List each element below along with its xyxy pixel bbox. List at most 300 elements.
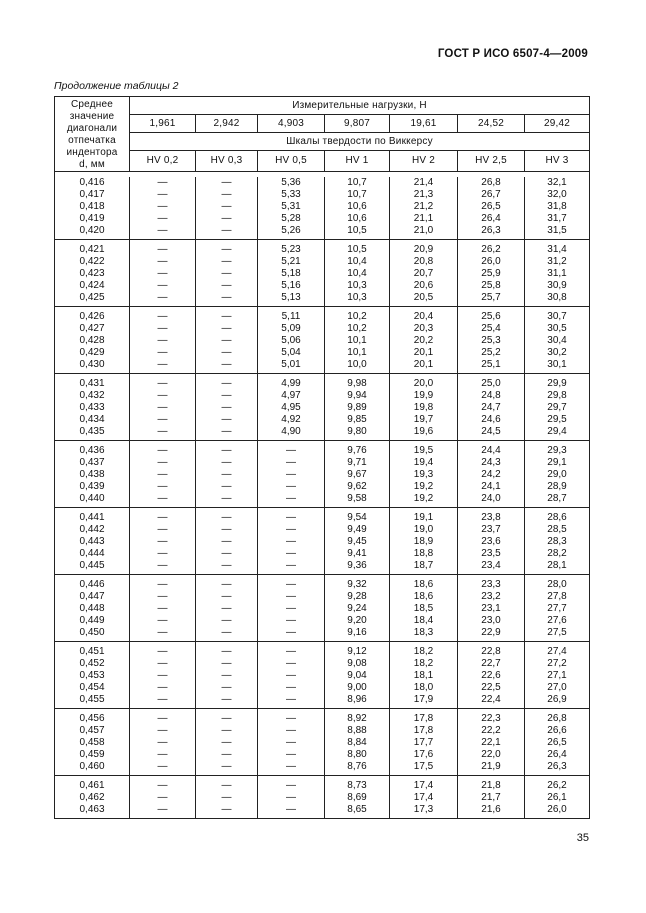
hardness-value-cell: 29,9: [525, 374, 590, 391]
table-row: [55, 481, 590, 493]
hardness-value-cell: —: [258, 737, 325, 749]
hardness-value-cell: 9,71: [325, 457, 390, 469]
hardness-value-cell: 20,0: [390, 374, 458, 391]
hardness-value-cell: —: [130, 694, 196, 709]
table-row: [55, 642, 590, 659]
diagonal-value-cell: 0,416: [79, 177, 105, 188]
diagonal-value-cell: 0,437: [79, 457, 105, 468]
hardness-value-cell: 8,76: [325, 761, 390, 776]
hardness-value-cell: —: [130, 347, 196, 359]
hardness-value-cell: —: [258, 792, 325, 804]
hardness-value-cell: 26,4: [525, 749, 590, 761]
hardness-value-cell: —: [196, 256, 258, 268]
hardness-value-cell: —: [196, 347, 258, 359]
diagonal-value-cell: 0,444: [79, 548, 105, 559]
hardness-value-cell: 26,5: [458, 201, 525, 213]
hardness-value-cell: 29,7: [525, 402, 590, 414]
hardness-value-cell: 29,8: [525, 390, 590, 402]
hardness-value-cell: 29,3: [525, 441, 590, 458]
hardness-value-cell: 5,28: [258, 213, 325, 225]
hardness-value-cell: 30,4: [525, 335, 590, 347]
hardness-value-cell: 27,5: [525, 627, 590, 642]
diagonal-value-cell: 0,450: [55, 627, 130, 642]
hardness-value-cell: 28,7: [525, 493, 590, 508]
hardness-value-cell: —: [196, 280, 258, 292]
hardness-value-cell: —: [196, 323, 258, 335]
table-row: [55, 575, 590, 592]
hardness-value-cell: 9,41: [325, 548, 390, 560]
diagonal-value-cell: 0,453: [79, 670, 105, 681]
hardness-value-cell: —: [196, 603, 258, 615]
hardness-value-cell: —: [130, 560, 196, 575]
hardness-value-cell: —: [130, 307, 196, 324]
hardness-value-cell: —: [196, 670, 258, 682]
table-row: [55, 694, 590, 709]
hardness-value-cell: 19,5: [390, 441, 458, 458]
diagonal-value-cell: 0,447: [79, 591, 105, 602]
hardness-value-cell: 26,0: [525, 804, 590, 819]
hardness-value-cell: 31,8: [525, 201, 590, 213]
hardness-value-cell: —: [130, 792, 196, 804]
hardness-value-cell: 9,16: [325, 627, 390, 642]
load-header-cell: 2,942: [196, 115, 258, 132]
hardness-value-cell: 18,5: [390, 603, 458, 615]
hardness-value-cell: 19,7: [390, 414, 458, 426]
hardness-value-cell: —: [196, 414, 258, 426]
hardness-value-cell: —: [196, 335, 258, 347]
hardness-value-cell: —: [196, 524, 258, 536]
hardness-value-cell: 24,5: [458, 426, 525, 441]
hardness-value-cell: 28,0: [525, 575, 590, 592]
hardness-value-cell: 19,2: [390, 481, 458, 493]
diagonal-value-cell: 0,458: [79, 737, 105, 748]
hardness-value-cell: 10,1: [325, 347, 390, 359]
hardness-value-cell: —: [130, 658, 196, 670]
hardness-value-cell: 24,3: [458, 457, 525, 469]
hardness-value-cell: 28,9: [525, 481, 590, 493]
hardness-value-cell: 17,5: [390, 761, 458, 776]
table-row: [55, 670, 590, 682]
hardness-value-cell: 26,2: [525, 776, 590, 793]
diagonal-value-cell: 0,461: [79, 780, 105, 791]
hardness-value-cell: 19,0: [390, 524, 458, 536]
hardness-value-cell: 30,5: [525, 323, 590, 335]
hardness-value-cell: 26,4: [458, 213, 525, 225]
hardness-value-cell: —: [130, 469, 196, 481]
hardness-value-cell: 9,20: [325, 615, 390, 627]
hardness-value-cell: 23,7: [458, 524, 525, 536]
diagonal-value-cell: 0,454: [79, 682, 105, 693]
hardness-value-cell: 9,36: [325, 560, 390, 575]
diagonal-value-cell: 0,431: [79, 378, 105, 389]
hardness-value-cell: 18,8: [390, 548, 458, 560]
hardness-value-cell: 20,6: [390, 280, 458, 292]
diagonal-value-cell: 0,436: [79, 445, 105, 456]
hardness-value-cell: 18,6: [390, 591, 458, 603]
hardness-value-cell: 10,3: [325, 292, 390, 307]
hardness-value-cell: —: [130, 603, 196, 615]
hardness-value-cell: —: [258, 441, 325, 458]
hardness-value-cell: 20,8: [390, 256, 458, 268]
hardness-value-cell: 5,33: [258, 189, 325, 201]
diagonal-value-cell: 0,441: [79, 512, 105, 523]
hardness-value-cell: 32,0: [525, 189, 590, 201]
hardness-value-cell: 20,2: [390, 335, 458, 347]
hardness-value-cell: —: [130, 402, 196, 414]
hardness-value-cell: 26,6: [525, 725, 590, 737]
hardness-value-cell: —: [196, 426, 258, 441]
hardness-value-cell: —: [130, 268, 196, 280]
hardness-value-cell: 4,95: [258, 402, 325, 414]
table-row: [55, 603, 590, 615]
diagonal-value-cell: 0,433: [79, 402, 105, 413]
hardness-value-cell: 25,2: [458, 347, 525, 359]
hardness-value-cell: —: [196, 177, 258, 189]
hardness-value-cell: 17,9: [390, 694, 458, 709]
hardness-value-cell: 22,2: [458, 725, 525, 737]
hardness-value-cell: 23,3: [458, 575, 525, 592]
hardness-value-cell: —: [196, 213, 258, 225]
table-row: [55, 508, 590, 525]
scale-header-cell: HV 1: [325, 151, 390, 172]
hardness-value-cell: 8,96: [325, 694, 390, 709]
hardness-value-cell: 8,80: [325, 749, 390, 761]
hardness-value-cell: —: [196, 682, 258, 694]
hardness-value-cell: —: [196, 642, 258, 659]
hardness-value-cell: 22,8: [458, 642, 525, 659]
hardness-value-cell: 9,54: [325, 508, 390, 525]
hardness-value-cell: 17,8: [390, 709, 458, 726]
hardness-value-cell: 17,6: [390, 749, 458, 761]
hardness-value-cell: 9,89: [325, 402, 390, 414]
table-row: [55, 560, 590, 575]
hardness-value-cell: —: [130, 213, 196, 225]
hardness-value-cell: —: [130, 414, 196, 426]
hardness-value-cell: 26,3: [525, 761, 590, 776]
hardness-value-cell: —: [196, 307, 258, 324]
table-row: [55, 709, 590, 726]
hardness-value-cell: —: [196, 658, 258, 670]
hardness-value-cell: 26,8: [525, 709, 590, 726]
table-row: [55, 469, 590, 481]
table-row: [55, 225, 590, 240]
hardness-value-cell: 20,4: [390, 307, 458, 324]
hardness-value-cell: 24,7: [458, 402, 525, 414]
hardness-value-cell: —: [258, 481, 325, 493]
hardness-value-cell: 27,4: [525, 642, 590, 659]
hardness-value-cell: 10,4: [325, 256, 390, 268]
load-header-cell: 24,52: [458, 115, 525, 132]
diagonal-value-cell: 0,459: [79, 749, 105, 760]
table-row: [55, 426, 590, 441]
hardness-value-cell: 10,4: [325, 268, 390, 280]
hardness-value-cell: —: [196, 575, 258, 592]
diagonal-value-cell: 0,427: [79, 323, 105, 334]
hardness-value-cell: 9,04: [325, 670, 390, 682]
hardness-value-cell: 24,8: [458, 390, 525, 402]
hardness-value-cell: 20,1: [390, 359, 458, 374]
hardness-value-cell: 30,2: [525, 347, 590, 359]
hardness-value-cell: 23,8: [458, 508, 525, 525]
hardness-value-cell: —: [196, 776, 258, 793]
hardness-value-cell: 5,16: [258, 280, 325, 292]
hardness-value-cell: —: [258, 627, 325, 642]
hardness-value-cell: 5,31: [258, 201, 325, 213]
hardness-value-cell: —: [130, 493, 196, 508]
hardness-value-cell: —: [130, 374, 196, 391]
diagonal-header-line: индентора: [66, 147, 118, 158]
hardness-value-cell: 10,3: [325, 280, 390, 292]
table-row: [55, 240, 590, 257]
scale-header-cell: HV 0,5: [258, 151, 325, 172]
table-row: [55, 615, 590, 627]
hardness-value-cell: 31,1: [525, 268, 590, 280]
hardness-value-cell: —: [258, 536, 325, 548]
diagonal-value-cell: 0,424: [79, 280, 105, 291]
table-row: [55, 390, 590, 402]
hardness-value-cell: 24,6: [458, 414, 525, 426]
hardness-value-cell: 4,92: [258, 414, 325, 426]
hardness-value-cell: —: [196, 591, 258, 603]
hardness-value-cell: —: [258, 749, 325, 761]
hardness-value-cell: —: [196, 536, 258, 548]
table-row: [55, 347, 590, 359]
hardness-value-cell: 18,7: [390, 560, 458, 575]
table-row: [55, 804, 590, 819]
scale-header-cell: HV 2,5: [458, 151, 525, 172]
hardness-value-cell: 24,2: [458, 469, 525, 481]
table-row: [55, 414, 590, 426]
table-row: [55, 725, 590, 737]
hardness-value-cell: 28,6: [525, 508, 590, 525]
hardness-value-cell: 9,58: [325, 493, 390, 508]
hardness-value-cell: 9,94: [325, 390, 390, 402]
hardness-value-cell: —: [130, 682, 196, 694]
hardness-value-cell: 10,7: [325, 189, 390, 201]
hardness-value-cell: —: [258, 575, 325, 592]
load-header-cell: 29,42: [525, 115, 590, 132]
hardness-value-cell: 18,4: [390, 615, 458, 627]
hardness-value-cell: —: [258, 457, 325, 469]
diagonal-value-cell: 0,434: [79, 414, 105, 425]
hardness-value-cell: 18,9: [390, 536, 458, 548]
diagonal-value-cell: 0,438: [79, 469, 105, 480]
hardness-value-cell: —: [196, 268, 258, 280]
hardness-value-cell: —: [258, 670, 325, 682]
page-number: 35: [576, 832, 589, 844]
hardness-value-cell: 26,0: [458, 256, 525, 268]
hardness-value-cell: 10,6: [325, 201, 390, 213]
table-row: [55, 493, 590, 508]
hardness-value-cell: 17,4: [390, 776, 458, 793]
hardness-value-cell: —: [258, 642, 325, 659]
hardness-value-cell: 26,8: [458, 177, 525, 189]
table-row: [55, 307, 590, 324]
diagonal-header-line: значение: [69, 111, 115, 122]
load-header-cell: 9,807: [325, 115, 390, 132]
hardness-value-cell: 27,2: [525, 658, 590, 670]
table-row: [55, 323, 590, 335]
hardness-value-cell: 10,6: [325, 213, 390, 225]
hardness-value-cell: 9,12: [325, 642, 390, 659]
table-row: [55, 359, 590, 374]
table-row: [55, 213, 590, 225]
hardness-value-cell: —: [130, 725, 196, 737]
diagonal-value-cell: 0,457: [79, 725, 105, 736]
hardness-value-cell: 24,1: [458, 481, 525, 493]
hardness-value-cell: 9,49: [325, 524, 390, 536]
table-caption: Продолжение таблицы 2: [54, 80, 179, 92]
hardness-value-cell: 10,7: [325, 177, 390, 189]
hardness-value-cell: 5,01: [258, 359, 325, 374]
hardness-value-cell: 26,7: [458, 189, 525, 201]
hardness-value-cell: 27,1: [525, 670, 590, 682]
hardness-value-cell: —: [130, 359, 196, 374]
hardness-value-cell: 32,1: [525, 177, 590, 189]
diagonal-value-cell: 0,455: [55, 694, 130, 709]
table-row: [55, 292, 590, 307]
hardness-value-cell: 18,0: [390, 682, 458, 694]
hardness-value-cell: 19,8: [390, 402, 458, 414]
diagonal-value-cell: 0,463: [55, 804, 130, 819]
hardness-value-cell: 19,3: [390, 469, 458, 481]
hardness-value-cell: —: [130, 335, 196, 347]
diagonal-header-line: Среднее: [70, 99, 113, 110]
diagonal-value-cell: 0,417: [79, 189, 105, 200]
hardness-value-cell: 20,5: [390, 292, 458, 307]
table-row: [55, 737, 590, 749]
table-row: [55, 591, 590, 603]
hardness-value-cell: 26,3: [458, 225, 525, 240]
hardness-value-cell: 25,0: [458, 374, 525, 391]
hardness-value-cell: —: [130, 508, 196, 525]
scale-header-cell: HV 0,3: [196, 151, 258, 172]
hardness-value-cell: —: [196, 441, 258, 458]
table-row: [55, 536, 590, 548]
hardness-value-cell: —: [130, 575, 196, 592]
hardness-value-cell: —: [258, 804, 325, 819]
table-row: [55, 335, 590, 347]
hardness-value-cell: 22,5: [458, 682, 525, 694]
diagonal-value-cell: 0,435: [55, 426, 130, 441]
hardness-value-cell: 23,6: [458, 536, 525, 548]
hardness-value-cell: 5,23: [258, 240, 325, 257]
hardness-value-cell: 22,3: [458, 709, 525, 726]
diagonal-value-cell: 0,432: [79, 390, 105, 401]
hardness-value-cell: 30,9: [525, 280, 590, 292]
diagonal-value-cell: 0,445: [55, 560, 130, 575]
hardness-value-cell: 23,4: [458, 560, 525, 575]
hardness-value-cell: 26,2: [458, 240, 525, 257]
hardness-value-cell: 25,1: [458, 359, 525, 374]
table-row: [55, 548, 590, 560]
hardness-value-cell: —: [130, 177, 196, 189]
diagonal-value-cell: 0,421: [79, 244, 105, 255]
hardness-value-cell: —: [130, 536, 196, 548]
hardness-value-cell: 28,5: [525, 524, 590, 536]
hardness-value-cell: 25,6: [458, 307, 525, 324]
diagonal-value-cell: 0,428: [79, 335, 105, 346]
hardness-value-cell: 9,08: [325, 658, 390, 670]
hardness-value-cell: —: [196, 390, 258, 402]
hardness-value-cell: —: [196, 359, 258, 374]
hardness-value-cell: —: [130, 292, 196, 307]
hardness-value-cell: 18,6: [390, 575, 458, 592]
hardness-value-cell: —: [196, 225, 258, 240]
hardness-value-cell: 23,2: [458, 591, 525, 603]
hardness-value-cell: 28,1: [525, 560, 590, 575]
hardness-value-cell: 21,7: [458, 792, 525, 804]
hardness-value-cell: —: [130, 390, 196, 402]
hardness-value-cell: —: [196, 792, 258, 804]
diagonal-value-cell: 0,422: [79, 256, 105, 267]
hardness-value-cell: 5,26: [258, 225, 325, 240]
table-row: [55, 749, 590, 761]
hardness-value-cell: 8,92: [325, 709, 390, 726]
hardness-value-cell: 30,1: [525, 359, 590, 374]
hardness-value-cell: 27,0: [525, 682, 590, 694]
hardness-value-cell: 26,9: [525, 694, 590, 709]
hardness-value-cell: 30,8: [525, 292, 590, 307]
hardness-value-cell: 21,0: [390, 225, 458, 240]
hardness-value-cell: 29,4: [525, 426, 590, 441]
hardness-value-cell: 26,1: [525, 792, 590, 804]
hardness-value-cell: 23,0: [458, 615, 525, 627]
diagonal-value-cell: 0,418: [79, 201, 105, 212]
hardness-value-cell: —: [130, 642, 196, 659]
hardness-value-cell: —: [196, 725, 258, 737]
hardness-value-cell: 9,85: [325, 414, 390, 426]
hardness-value-cell: 20,1: [390, 347, 458, 359]
hardness-value-cell: —: [130, 761, 196, 776]
diagonal-value-cell: 0,456: [79, 713, 105, 724]
table-row: [55, 189, 590, 201]
hardness-value-cell: —: [130, 749, 196, 761]
hardness-value-cell: —: [196, 749, 258, 761]
hardness-value-cell: 21,1: [390, 213, 458, 225]
hardness-value-cell: —: [258, 493, 325, 508]
hardness-value-cell: —: [196, 615, 258, 627]
table-row: [55, 658, 590, 670]
hardness-value-cell: —: [130, 481, 196, 493]
hardness-value-cell: —: [196, 761, 258, 776]
diagonal-value-cell: 0,446: [79, 579, 105, 590]
diagonal-value-cell: 0,420: [55, 225, 130, 240]
table-row: [55, 374, 590, 391]
table-row: [55, 776, 590, 793]
table-row: [55, 256, 590, 268]
hardness-value-cell: 18,3: [390, 627, 458, 642]
hardness-value-cell: —: [196, 240, 258, 257]
hardness-value-cell: 9,76: [325, 441, 390, 458]
hardness-value-cell: 23,1: [458, 603, 525, 615]
hardness-value-cell: 8,65: [325, 804, 390, 819]
hardness-value-cell: 27,8: [525, 591, 590, 603]
hardness-value-cell: —: [130, 591, 196, 603]
hardness-value-cell: —: [130, 426, 196, 441]
hardness-value-cell: 4,99: [258, 374, 325, 391]
diagonal-value-cell: 0,460: [55, 761, 130, 776]
hardness-value-cell: 20,3: [390, 323, 458, 335]
hardness-value-cell: —: [258, 591, 325, 603]
hardness-value-cell: —: [196, 402, 258, 414]
diagonal-value-cell: 0,423: [79, 268, 105, 279]
diagonal-value-cell: 0,425: [55, 292, 130, 307]
table-row: [55, 441, 590, 458]
hardness-value-cell: 21,6: [458, 804, 525, 819]
hardness-value-cell: 27,6: [525, 615, 590, 627]
hardness-value-cell: —: [196, 201, 258, 213]
